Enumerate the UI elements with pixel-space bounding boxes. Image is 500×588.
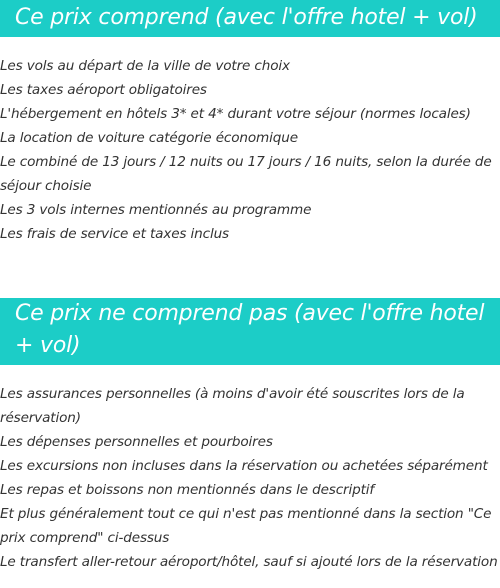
included-section-title: Ce prix comprend (avec l'offre hotel + vol) (0, 0, 500, 37)
included-item: L'hébergement en hôtels 3* et 4* durant votre séjour (normes locales) (0, 106, 471, 122)
included-list (0, 54, 500, 246)
excluded-item: Les dépenses personnelles et pourboires (0, 434, 273, 450)
included-item: Les frais de service et taxes inclus (0, 226, 229, 242)
included-item: Le combiné de 13 jours / 12 nuits ou 17 jours / 16 nuits, selon la durée de séjour choisie (0, 154, 492, 194)
included-item: La location de voiture catégorie économique (0, 130, 298, 146)
excluded-item: Les assurances personnelles (à moins d'avoir été souscrites lors de la réservation) (0, 386, 465, 426)
included-item: Les 3 vols internes mentionnés au programme (0, 202, 312, 218)
excluded-section-title: Ce prix ne comprend pas (avec l'offre hotel + vol) (0, 298, 500, 365)
included-item: Les taxes aéroport obligatoires (0, 82, 207, 98)
section-spacer (0, 246, 500, 298)
excluded-list (0, 382, 500, 574)
excluded-item: Les repas et boissons non mentionnés dans le descriptif (0, 482, 375, 498)
excluded-item: Les excursions non incluses dans la réservation ou achetées séparément (0, 458, 488, 474)
excluded-item: Et plus généralement tout ce qui n'est pas mentionné dans la section "Ce prix comprend" ci-dessus (0, 506, 492, 546)
excluded-item: Le transfert aller-retour aéroport/hôtel, sauf si ajouté lors de la réservation (0, 554, 498, 570)
included-item: Les vols au départ de la ville de votre choix (0, 58, 290, 74)
